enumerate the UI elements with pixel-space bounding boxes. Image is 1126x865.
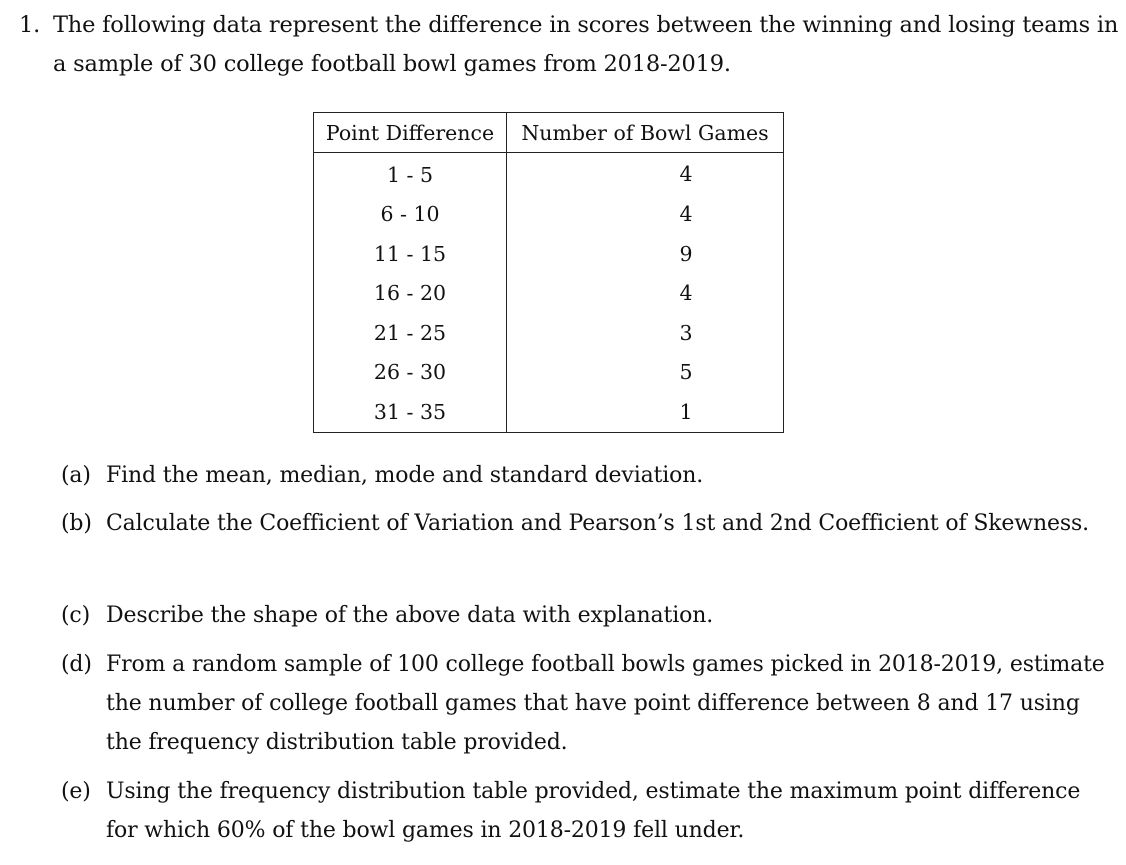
table-row xyxy=(314,274,784,314)
table-row xyxy=(314,153,784,195)
game-count-cell: 4 xyxy=(507,195,784,235)
table-row xyxy=(314,353,784,393)
part-d-label: (d) xyxy=(61,652,92,677)
frequency-table xyxy=(313,112,784,433)
part-e-text-line-2: for which 60% of the bowl games in 2018-2019 fell under. xyxy=(106,818,745,843)
point-difference-cell: 21 - 25 xyxy=(314,313,507,353)
table-row xyxy=(314,392,784,432)
point-difference-cell: 16 - 20 xyxy=(314,274,507,314)
game-count-cell: 5 xyxy=(507,353,784,393)
point-difference-cell: 6 - 10 xyxy=(314,195,507,235)
part-a-text: Find the mean, median, mode and standard deviation. xyxy=(106,463,704,488)
table-header-row xyxy=(314,113,784,153)
part-c-label: (c) xyxy=(61,603,91,628)
part-b-label: (b) xyxy=(61,511,92,536)
point-difference-cell: 11 - 15 xyxy=(314,234,507,274)
table-row xyxy=(314,234,784,274)
game-count-cell: 3 xyxy=(507,313,784,353)
column-header-point-difference: Point Difference xyxy=(314,113,507,153)
column-header-number-of-games: Number of Bowl Games xyxy=(507,113,784,153)
game-count-cell: 9 xyxy=(507,234,784,274)
table-row xyxy=(314,313,784,353)
part-b-text: Calculate the Coefficient of Variation and Pearson’s 1st and 2nd Coefficient of Skewness. xyxy=(106,511,1089,536)
part-d-text-line-3: the frequency distribution table provided. xyxy=(106,730,568,755)
part-e-text-line-1: Using the frequency distribution table provided, estimate the maximum point difference xyxy=(106,779,1081,804)
question-text-line-2: a sample of 30 college football bowl games from 2018-2019. xyxy=(53,51,731,77)
question-text-line-1: The following data represent the difference in scores between the winning and losing teams in xyxy=(53,12,1119,38)
part-c-text: Describe the shape of the above data with explanation. xyxy=(106,603,714,628)
question-number: 1. xyxy=(19,12,41,38)
game-count-cell: 4 xyxy=(507,153,784,195)
part-e-label: (e) xyxy=(61,779,91,804)
table-row xyxy=(314,195,784,235)
part-d-text-line-2: the number of college football games that have point difference between 8 and 17 using xyxy=(106,691,1080,716)
part-d-text-line-1: From a random sample of 100 college football bowls games picked in 2018-2019, estimate xyxy=(106,652,1105,677)
point-difference-cell: 26 - 30 xyxy=(314,353,507,393)
point-difference-cell: 1 - 5 xyxy=(314,153,507,195)
part-a-label: (a) xyxy=(61,463,91,488)
point-difference-cell: 31 - 35 xyxy=(314,392,507,432)
game-count-cell: 4 xyxy=(507,274,784,314)
game-count-cell: 1 xyxy=(507,392,784,432)
